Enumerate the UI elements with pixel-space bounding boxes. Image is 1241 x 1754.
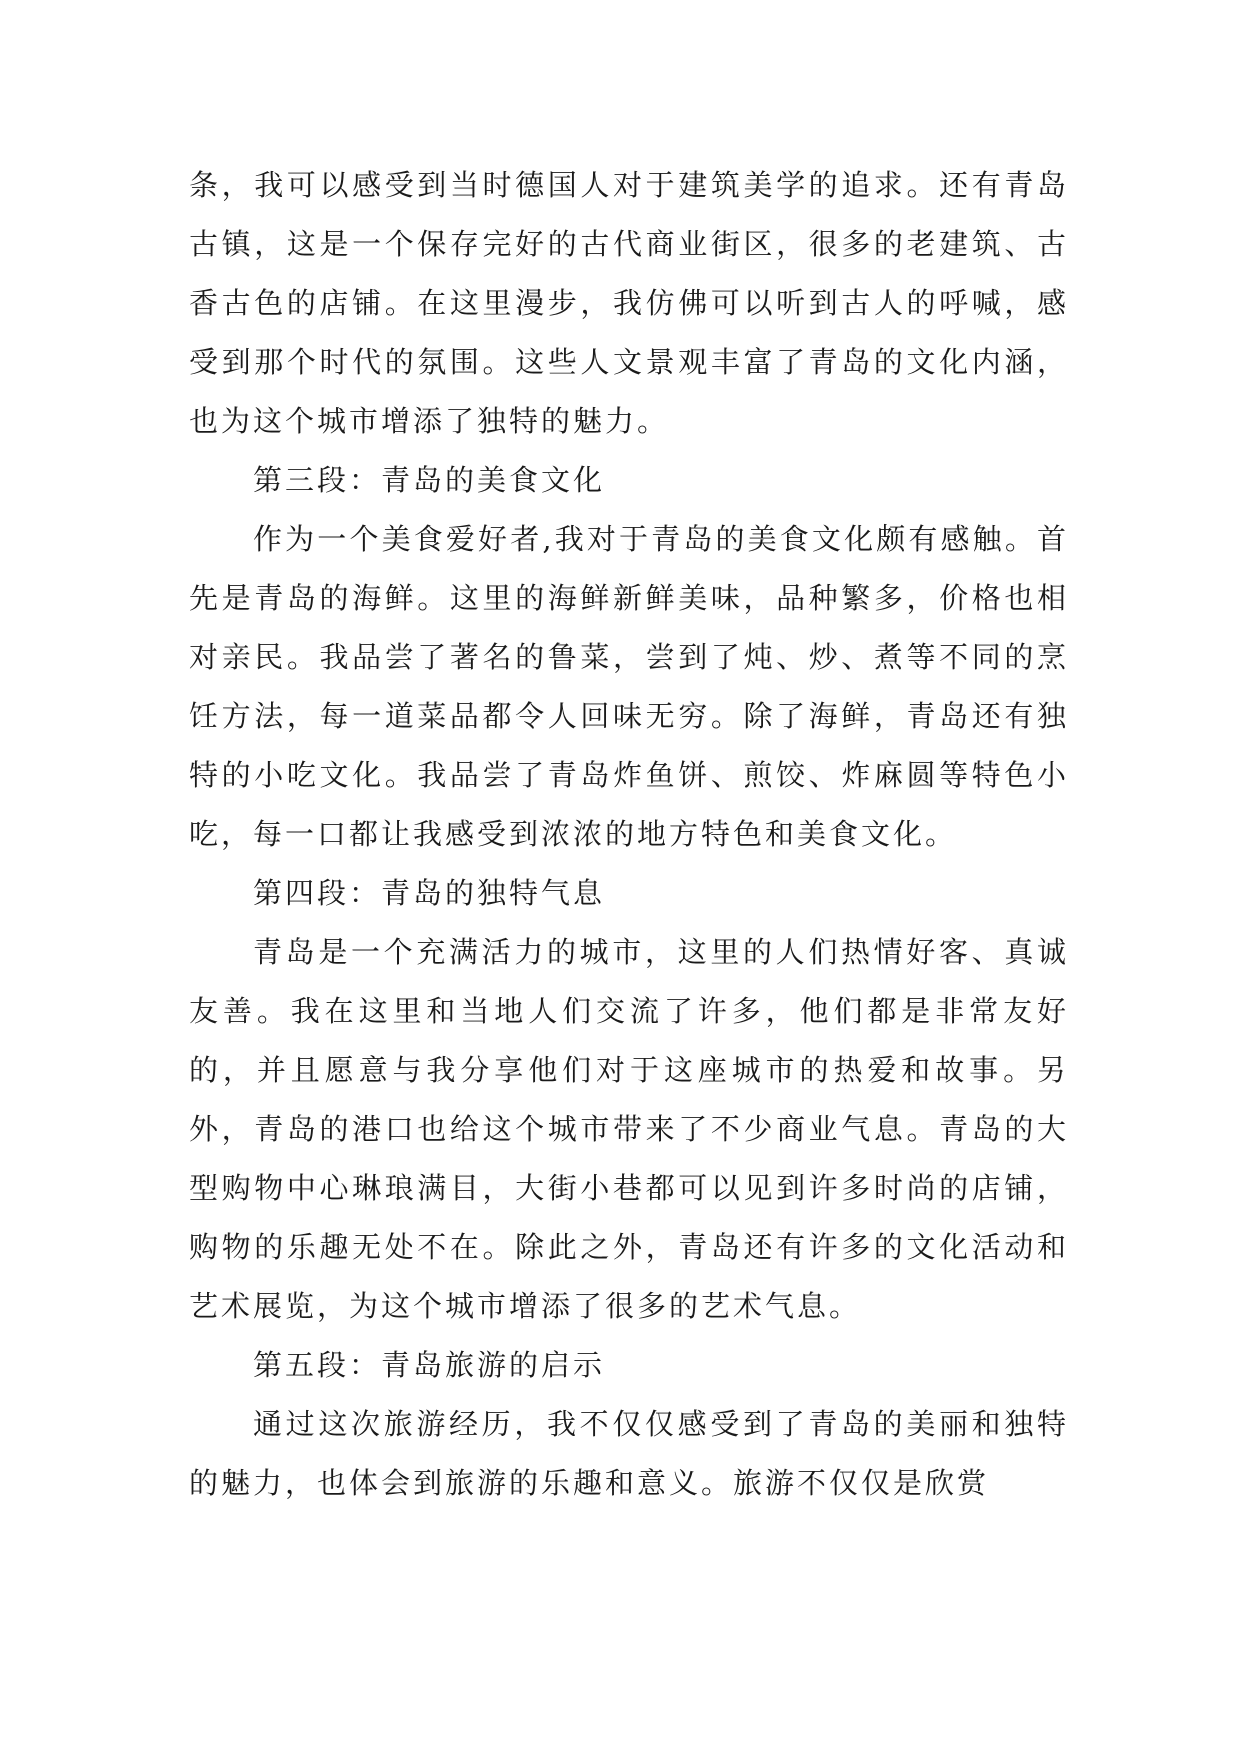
paragraph-travel-insight: 通过这次旅游经历，我不仅仅感受到了青岛的美丽和独特的魅力，也体会到旅游的乐趣和意义。旅游不仅仅是欣赏 xyxy=(189,1407,1069,1500)
section-heading-3: 第三段：青岛的美食文化 xyxy=(253,463,606,497)
body-text xyxy=(189,156,1069,1513)
paragraph-food-culture: 作为一个美食爱好者,我对于青岛的美食文化颇有感触。首先是青岛的海鲜。这里的海鲜新鲜美味，品种繁多，价格也相对亲民。我品尝了著名的鲁菜，尝到了炖、炒、煮等不同的烹饪方法，每一道菜品都令人回味无穷。除了海鲜，青岛还有独特的小吃文化。我品尝了青岛炸鱼饼、煎饺、炸麻圆等特色小吃，每一口都让我感受到浓浓的地方特色和美食文化。 xyxy=(189,522,1069,851)
paragraph-unique-atmosphere: 青岛是一个充满活力的城市，这里的人们热情好客、真诚友善。我在这里和当地人们交流了许多，他们都是非常友好的，并且愿意与我分享他们对于这座城市的热爱和故事。另外，青岛的港口也给这个城市带来了不少商业气息。青岛的大型购物中心琳琅满目，大街小巷都可以见到许多时尚的店铺，购物的乐趣无处不在。除此之外，青岛还有许多的文化活动和艺术展览，为这个城市增添了很多的艺术气息。 xyxy=(189,935,1069,1323)
section-heading-4: 第四段：青岛的独特气息 xyxy=(253,876,606,910)
section-heading-5: 第五段：青岛旅游的启示 xyxy=(253,1348,606,1382)
paragraph-continued: 条，我可以感受到当时德国人对于建筑美学的追求。还有青岛古镇，这是一个保存完好的古代商业街区，很多的老建筑、古香古色的店铺。在这里漫步，我仿佛可以听到古人的呼喊，感受到那个时代的氛围。这些人文景观丰富了青岛的文化内涵，也为这个城市增添了独特的魅力。 xyxy=(189,168,1069,438)
